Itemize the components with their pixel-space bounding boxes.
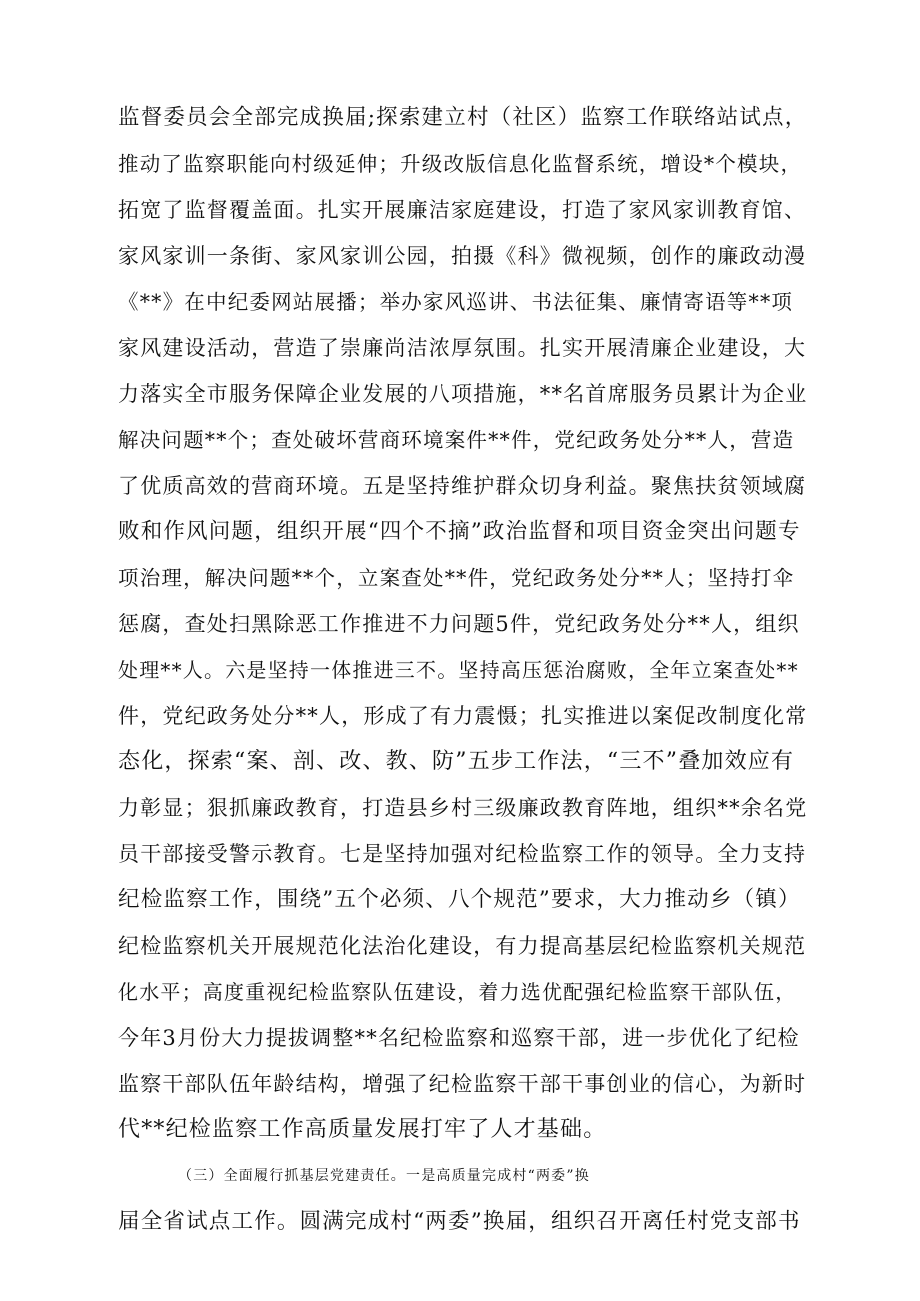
body-text-line: 态化，探索“案、剖、改、教、防”五步工作法，“三不”叠加效应有 [118,749,795,774]
body-text-line: 家风建设活动，营造了崇廉尚洁浓厚氛围。扎实开展清廉企业建设，大 [118,336,807,360]
body-text-line: 拓宽了监督覆盖面。扎实开展廉洁家庭建设，打造了家风家训教育馆、 [118,198,807,222]
body-text-line: 处理**人。六是坚持一体推进三不。坚持高压惩治腐败，全年立案查处** [118,658,799,682]
body-text-line: 员干部接受警示教育。七是坚持加强对纪检监察工作的领导。全力支持 [118,842,807,866]
body-text-line: 惩腐，查处扫黑除恶工作推进不力问题5件，党纪政务处分**人，组织 [118,612,800,636]
body-text-line: 推动了监察职能向村级延伸；升级改版信息化监督系统，增设*个模块， [118,152,803,176]
body-text-line: 件，党纪政务处分**人，形成了有力震慑；扎实推进以案促改制度化常 [118,704,808,728]
body-text-line: 解决问题**个；查处破坏营商环境案件**件，党纪政务处分**人，营造 [118,428,795,452]
body-text-line: 《**》在中纪委网站展播；举办家风巡讲、书法征集、廉情寄语等**项 [118,290,794,314]
body-text-line: 监督委员会全部完成换届;探索建立村（社区）监察工作联络站试点， [118,105,808,130]
body-text-line: 项治理，解决问题**个，立案查处**件，党纪政务处分**人；坚持打伞 [118,566,795,590]
body-text-line: 届全省试点工作。圆满完成村“两委”换届，组织召开离任村党支部书 [118,1209,801,1234]
body-text-line: 化水平；高度重视纪检监察队伍建设，着力选优配强纪检监察干部队伍， [118,980,797,1004]
body-text-line: 力彰显；狠抓廉政教育，打造县乡村三级廉政教育阵地，组织**余名党 [118,796,808,820]
body-text-line: 了优质高效的营商环境。五是坚持维护群众切身利益。聚焦扶贫领域腐 [118,474,807,498]
body-text-line: 力落实全市服务保障企业发展的八项措施，**名首席服务员累计为企业 [118,382,808,406]
section-heading-line: （三）全面履行抓基层党建责任。一是高质量完成村“两委”换 [178,1168,590,1184]
body-text-line: 今年3月份大力提拔调整**名纪检监察和巡察干部，进一步优化了纪检 [118,1026,800,1050]
body-text-line: 家风家训一条街、家风家训公园，拍摄《科》微视频，创作的廉政动漫 [118,244,807,268]
body-text-line: 纪检监察工作，围绕”五个必须、八个规范”要求，大力推动乡（镇） [118,887,801,912]
body-text-line: 纪检监察机关开展规范化法治化建设，有力提高基层纪检监察机关规范 [118,934,807,958]
body-text-line: 监察干部队伍年龄结构，增强了纪检监察干部干事创业的信心，为新时 [118,1072,807,1096]
body-text-line: 代**纪检监察工作高质量发展打牢了人才基础。 [118,1117,607,1142]
body-text-line: 败和作风问题，组织开展“四个不摘”政治监督和项目资金突出问题专 [118,519,801,544]
